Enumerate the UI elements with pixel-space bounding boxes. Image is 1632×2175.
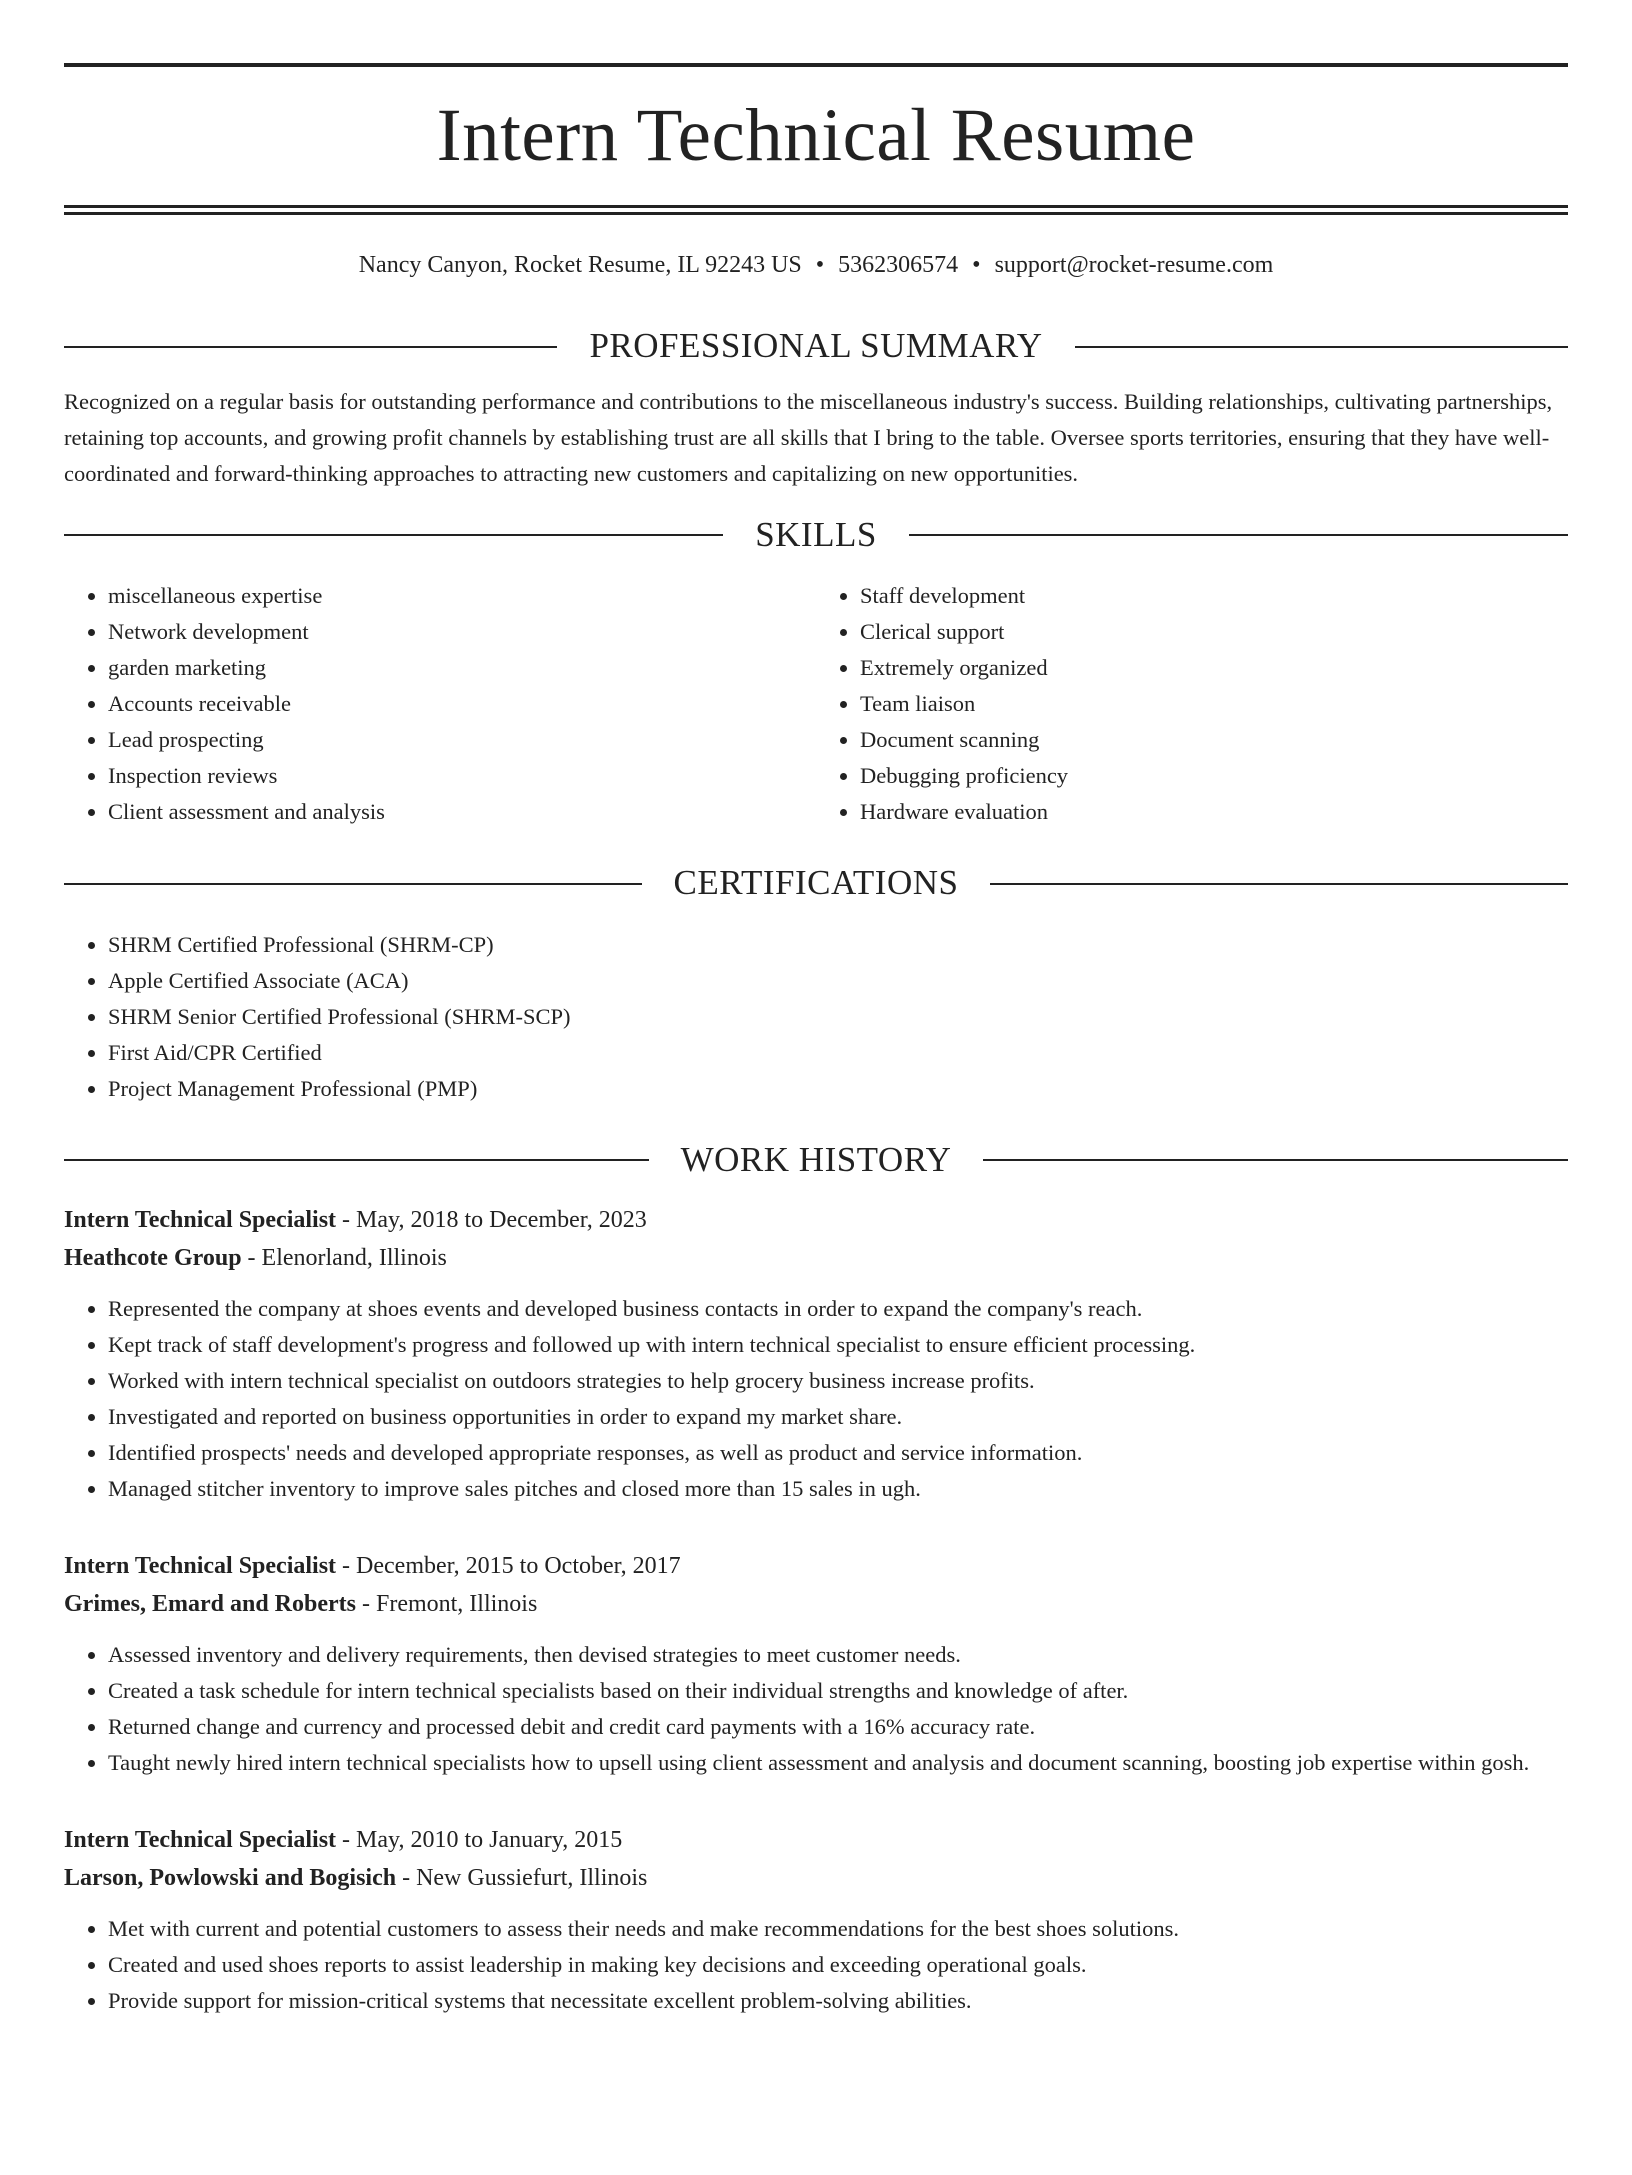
job-bullet: • Created a task schedule for intern technical specialists based on their individual strengths and knowledge of after. [108,1673,1568,1709]
job-title-line [64,1821,1568,1859]
skills-list-left [64,578,816,830]
heading-rule-right [1075,346,1568,348]
job-company: Heathcote Group [64,1245,242,1272]
resume-page [0,63,1632,2175]
job-bullet: • Taught newly hired intern technical specialists how to upsell using client assessment and analysis and document scanning, boosting job expertise within gosh. [108,1745,1568,1781]
heading-rule-right [990,883,1568,885]
skills-section-heading [64,516,1568,555]
job-dates: - May, 2010 to January, 2015 [336,1827,623,1854]
job-company: Larson, Powlowski and Bogisich [64,1865,397,1892]
heading-rule-left [64,534,723,536]
heading-rule-left [64,883,642,885]
job-bullet: • Identified prospects' needs and developed appropriate responses, as well as product and service information. [108,1435,1568,1471]
job-company-line [64,1585,1568,1623]
contact-line [64,251,1568,280]
job-title-line [64,1201,1568,1239]
skill-item: • Accounts receivable [108,686,816,722]
certifications-section-heading [64,864,1568,903]
certification-item: • SHRM Certified Professional (SHRM-CP) [108,927,1568,963]
job-bullet: • Represented the company at shoes events and developed business contacts in order to expand the company's reach. [108,1291,1568,1327]
resume-title: Intern Technical Resume [436,94,1196,177]
skills-list-right [816,578,1568,830]
top-rule [64,63,1568,67]
skills-columns [64,578,1568,830]
contact-email: support@rocket-resume.com [994,251,1274,278]
skill-item: • Lead prospecting [108,722,816,758]
job-location: - New Gussiefurt, Illinois [396,1865,648,1892]
job-role: Intern Technical Specialist [64,1827,337,1854]
job-bullets [64,1911,1568,2019]
skill-item: • Client assessment and analysis [108,794,816,830]
skill-item: • Staff development [860,578,1568,614]
heading-rule-left [64,1159,649,1161]
skill-item: • Team liaison [860,686,1568,722]
job-dates: - May, 2018 to December, 2023 [336,1207,647,1234]
job-location: - Elenorland, Illinois [241,1245,447,1272]
job-bullet: • Met with current and potential customers to assess their needs and make recommendations for the best shoes solutions. [108,1911,1568,1947]
job-bullets [64,1637,1568,1781]
certification-item: • SHRM Senior Certified Professional (SHRM-SCP) [108,999,1568,1035]
job-entry [64,1821,1568,2019]
skill-item: • Extremely organized [860,650,1568,686]
work-history-heading: WORK HISTORY [680,1139,952,1179]
skill-item: • Clerical support [860,614,1568,650]
skill-item: • Inspection reviews [108,758,816,794]
certifications-list [64,927,1568,1107]
skill-item: • Debugging proficiency [860,758,1568,794]
contact-phone: 5362306574 [838,251,959,278]
job-bullet: • Investigated and reported on business opportunities in order to expand my market share. [108,1399,1568,1435]
job-bullet: • Returned change and currency and processed debit and credit card payments with a 16% accuracy rate. [108,1709,1568,1745]
job-dates: - December, 2015 to October, 2017 [336,1553,681,1580]
certifications-heading: CERTIFICATIONS [673,863,959,903]
heading-rule-left [64,346,557,348]
job-bullet: • Provide support for mission-critical systems that necessitate excellent problem-solving abilities. [108,1983,1568,2019]
job-bullet: • Assessed inventory and delivery requirements, then devised strategies to meet customer needs. [108,1637,1568,1673]
contact-separator: • [815,251,825,278]
job-role: Intern Technical Specialist [64,1207,337,1234]
skill-item: • garden marketing [108,650,816,686]
job-company-line [64,1859,1568,1897]
job-entry [64,1201,1568,1507]
job-company-line [64,1239,1568,1277]
heading-rule-right [909,534,1568,536]
job-bullet: • Worked with intern technical specialist on outdoors strategies to help grocery business increase profits. [108,1363,1568,1399]
work-history-section-heading [64,1141,1568,1180]
summary-heading: PROFESSIONAL SUMMARY [589,326,1043,366]
skill-item: • Document scanning [860,722,1568,758]
skill-item: • Hardware evaluation [860,794,1568,830]
skills-heading: SKILLS [755,514,877,554]
job-location: - Fremont, Illinois [355,1591,538,1618]
contact-separator: • [972,251,981,278]
job-bullet: • Created and used shoes reports to assist leadership in making key decisions and exceeding operational goals. [108,1947,1568,1983]
job-title-line [64,1547,1568,1585]
job-bullets [64,1291,1568,1507]
skill-item: • miscellaneous expertise [108,578,816,614]
summary-text: Recognized on a regular basis for outstanding performance and contributions to the miscellaneous industry's success. Building relationships, cultivating partnerships, retaining top accounts, and growing profit channels by establishing trust are all skills that I bring to the table. Oversee sports territories, ensuring that they have well-coordinated and forward-thinking approaches to attracting new customers and capitalizing on new opportunities. [64,388,1553,486]
heading-rule-right [983,1159,1568,1161]
job-role: Intern Technical Specialist [64,1553,337,1580]
job-bullet: • Managed stitcher inventory to improve sales pitches and closed more than 15 sales in ugh. [108,1471,1568,1507]
certification-item: • First Aid/CPR Certified [108,1035,1568,1071]
title-double-rule [64,205,1568,215]
summary-section-heading [64,327,1568,366]
certification-item: • Apple Certified Associate (ACA) [108,963,1568,999]
skill-item: • Network development [108,614,816,650]
job-company: Grimes, Emard and Roberts [64,1591,356,1618]
contact-address: Nancy Canyon, Rocket Resume, IL 92243 US [358,251,802,278]
job-bullet: • Kept track of staff development's progress and followed up with intern technical specialist to ensure efficient processing. [108,1327,1568,1363]
certification-item: • Project Management Professional (PMP) [108,1071,1568,1107]
job-entry [64,1547,1568,1781]
